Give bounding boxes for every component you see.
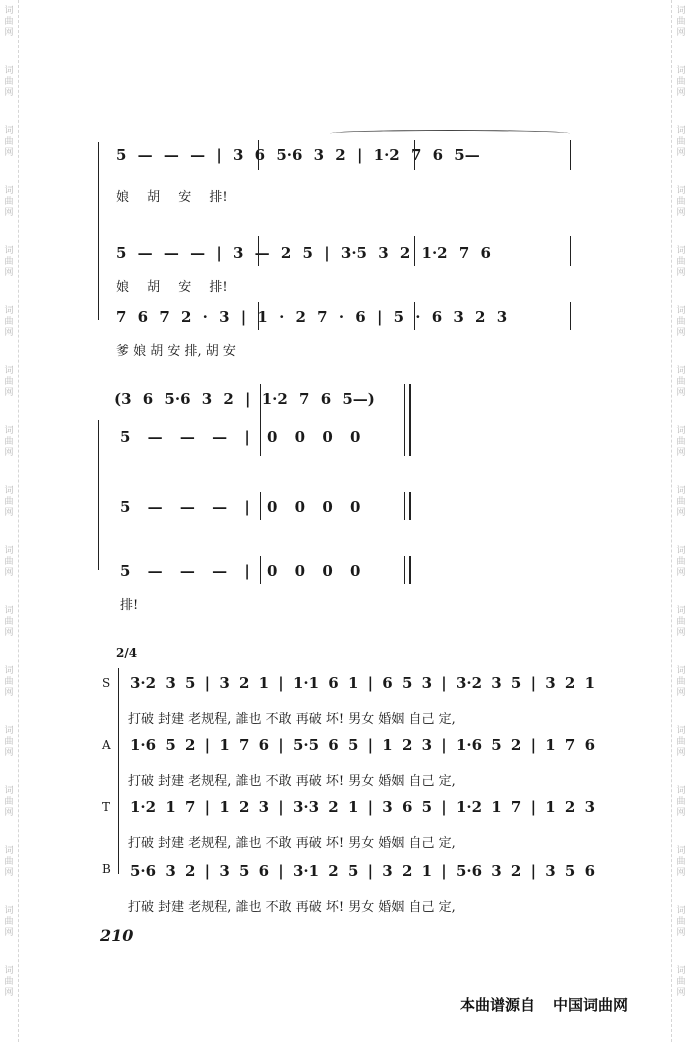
tenor-notes: 1·2 1 7 | 1 2 3 | 3·3 2 1 | 3 6 5 | 1·2 1 7 | 1 2 3 bbox=[130, 798, 596, 816]
instrumental-intro: (3 6 5·6 3 2 | 1·2 7 6 5—) bbox=[114, 390, 375, 408]
barline bbox=[258, 236, 259, 266]
watermark-mark: 词 曲 网 bbox=[676, 486, 686, 518]
staff-row-4: 5 — — — | 0 0 0 0 bbox=[120, 428, 361, 446]
staff-row-3: 7 6 7 2 · 3 | 1 · 2 7 · 6 | 5 · 6 3 2 3 bbox=[116, 308, 508, 326]
page-number: 210 bbox=[100, 926, 134, 945]
watermark-mark: 词 曲 网 bbox=[676, 366, 686, 398]
barline bbox=[258, 140, 259, 170]
watermark-mark: 词 曲 网 bbox=[4, 906, 14, 938]
barline bbox=[414, 140, 415, 170]
watermark-mark: 词 曲 网 bbox=[676, 606, 686, 638]
watermark-mark: 词 曲 网 bbox=[4, 66, 14, 98]
lyric-row-1: 娘 胡 安 排! bbox=[116, 190, 228, 205]
barline bbox=[570, 236, 571, 266]
watermark-mark: 词 曲 网 bbox=[4, 426, 14, 458]
barline bbox=[260, 556, 261, 584]
watermark-mark: 词 曲 网 bbox=[676, 846, 686, 878]
watermark-mark: 词 曲 网 bbox=[676, 186, 686, 218]
right-watermark-strip bbox=[671, 0, 690, 1042]
watermark-mark: 词 曲 网 bbox=[4, 666, 14, 698]
voice-label-soprano: S bbox=[102, 676, 111, 690]
barline bbox=[570, 302, 571, 330]
source-site: 中国词曲网 bbox=[553, 996, 629, 1014]
barline bbox=[260, 492, 261, 520]
watermark-mark: 词 曲 网 bbox=[4, 246, 14, 278]
watermark-mark: 词 曲 网 bbox=[676, 126, 686, 158]
tail-lyric: 排! bbox=[120, 598, 139, 613]
watermark-mark: 词 曲 网 bbox=[4, 726, 14, 758]
watermark-mark: 词 曲 网 bbox=[676, 666, 686, 698]
watermark-mark: 词 曲 网 bbox=[676, 546, 686, 578]
watermark-mark: 词 曲 网 bbox=[4, 606, 14, 638]
watermark-mark: 词 曲 网 bbox=[4, 186, 14, 218]
source-prefix: 本曲谱源自 bbox=[460, 996, 536, 1014]
watermark-mark: 词 曲 网 bbox=[676, 906, 686, 938]
tie-arc bbox=[330, 130, 570, 137]
watermark-mark: 词 曲 网 bbox=[676, 786, 686, 818]
voice-label-alto: A bbox=[102, 738, 111, 752]
alto-lyrics: 打破 封建 老规程, 誰也 不敢 再破 坏! 男女 婚姻 自己 定, bbox=[128, 774, 456, 789]
tenor-lyrics: 打破 封建 老规程, 誰也 不敢 再破 坏! 男女 婚姻 自己 定, bbox=[128, 836, 456, 851]
soprano-notes: 3·2 3 5 | 3 2 1 | 1·1 6 1 | 6 5 3 | 3·2 3 5 | 3 2 1 bbox=[130, 674, 596, 692]
barline bbox=[260, 384, 261, 456]
watermark-mark: 词 曲 网 bbox=[676, 306, 686, 338]
watermark-mark: 词 曲 网 bbox=[4, 966, 14, 998]
barline bbox=[258, 302, 259, 330]
final-barline bbox=[404, 556, 411, 584]
staff-row-5: 5 — — — | 0 0 0 0 bbox=[120, 498, 361, 516]
watermark-mark: 词 曲 网 bbox=[4, 546, 14, 578]
staff-row-2: 5 — — — | 3 — 2 5 | 3·5 3 2 1·2 7 6 bbox=[116, 244, 491, 262]
time-signature: 2/4 bbox=[116, 646, 138, 660]
system-bracket bbox=[98, 420, 99, 570]
lyric-row-2: 娘 胡 安 排! bbox=[116, 280, 228, 295]
system-bracket bbox=[118, 668, 119, 874]
watermark-mark: 词 曲 网 bbox=[676, 66, 686, 98]
final-barline bbox=[404, 492, 411, 520]
voice-label-tenor: T bbox=[102, 800, 111, 814]
bass-lyrics: 打破 封建 老规程, 誰也 不敢 再破 坏! 男女 婚姻 自己 定, bbox=[128, 900, 456, 915]
lyric-row-3: 爹 娘 胡 安 排, 胡 安 bbox=[116, 344, 236, 359]
voice-label-bass: B bbox=[102, 862, 111, 876]
staff-row-1: 5 — — — | 3 6 5·6 3 2 | 1·2 7 6 5— bbox=[116, 146, 480, 164]
watermark-mark: 词 曲 网 bbox=[676, 966, 686, 998]
barline bbox=[414, 302, 415, 330]
watermark-mark: 词 曲 网 bbox=[676, 246, 686, 278]
alto-notes: 1·6 5 2 | 1 7 6 | 5·5 6 5 | 1 2 3 | 1·6 5 2 | 1 7 6 bbox=[130, 736, 596, 754]
watermark-mark: 词 曲 网 bbox=[676, 726, 686, 758]
watermark-mark: 词 曲 网 bbox=[4, 306, 14, 338]
barline bbox=[570, 140, 571, 170]
watermark-mark: 词 曲 网 bbox=[4, 486, 14, 518]
bass-notes: 5·6 3 2 | 3 5 6 | 3·1 2 5 | 3 2 1 | 5·6 3 2 | 3 5 6 bbox=[130, 862, 596, 880]
system-bracket bbox=[98, 142, 99, 320]
final-barline bbox=[404, 384, 411, 456]
soprano-lyrics: 打破 封建 老规程, 誰也 不敢 再破 坏! 男女 婚姻 自己 定, bbox=[128, 712, 456, 727]
watermark-mark: 词 曲 网 bbox=[676, 426, 686, 458]
staff-row-6: 5 — — — | 0 0 0 0 bbox=[120, 562, 361, 580]
barline bbox=[414, 236, 415, 266]
watermark-mark: 词 曲 网 bbox=[676, 6, 686, 38]
watermark-mark: 词 曲 网 bbox=[4, 126, 14, 158]
source-credit bbox=[460, 994, 628, 1015]
watermark-mark: 词 曲 网 bbox=[4, 786, 14, 818]
watermark-mark: 词 曲 网 bbox=[4, 846, 14, 878]
left-watermark-strip bbox=[0, 0, 19, 1042]
watermark-mark: 词 曲 网 bbox=[4, 366, 14, 398]
watermark-mark: 词 曲 网 bbox=[4, 6, 14, 38]
